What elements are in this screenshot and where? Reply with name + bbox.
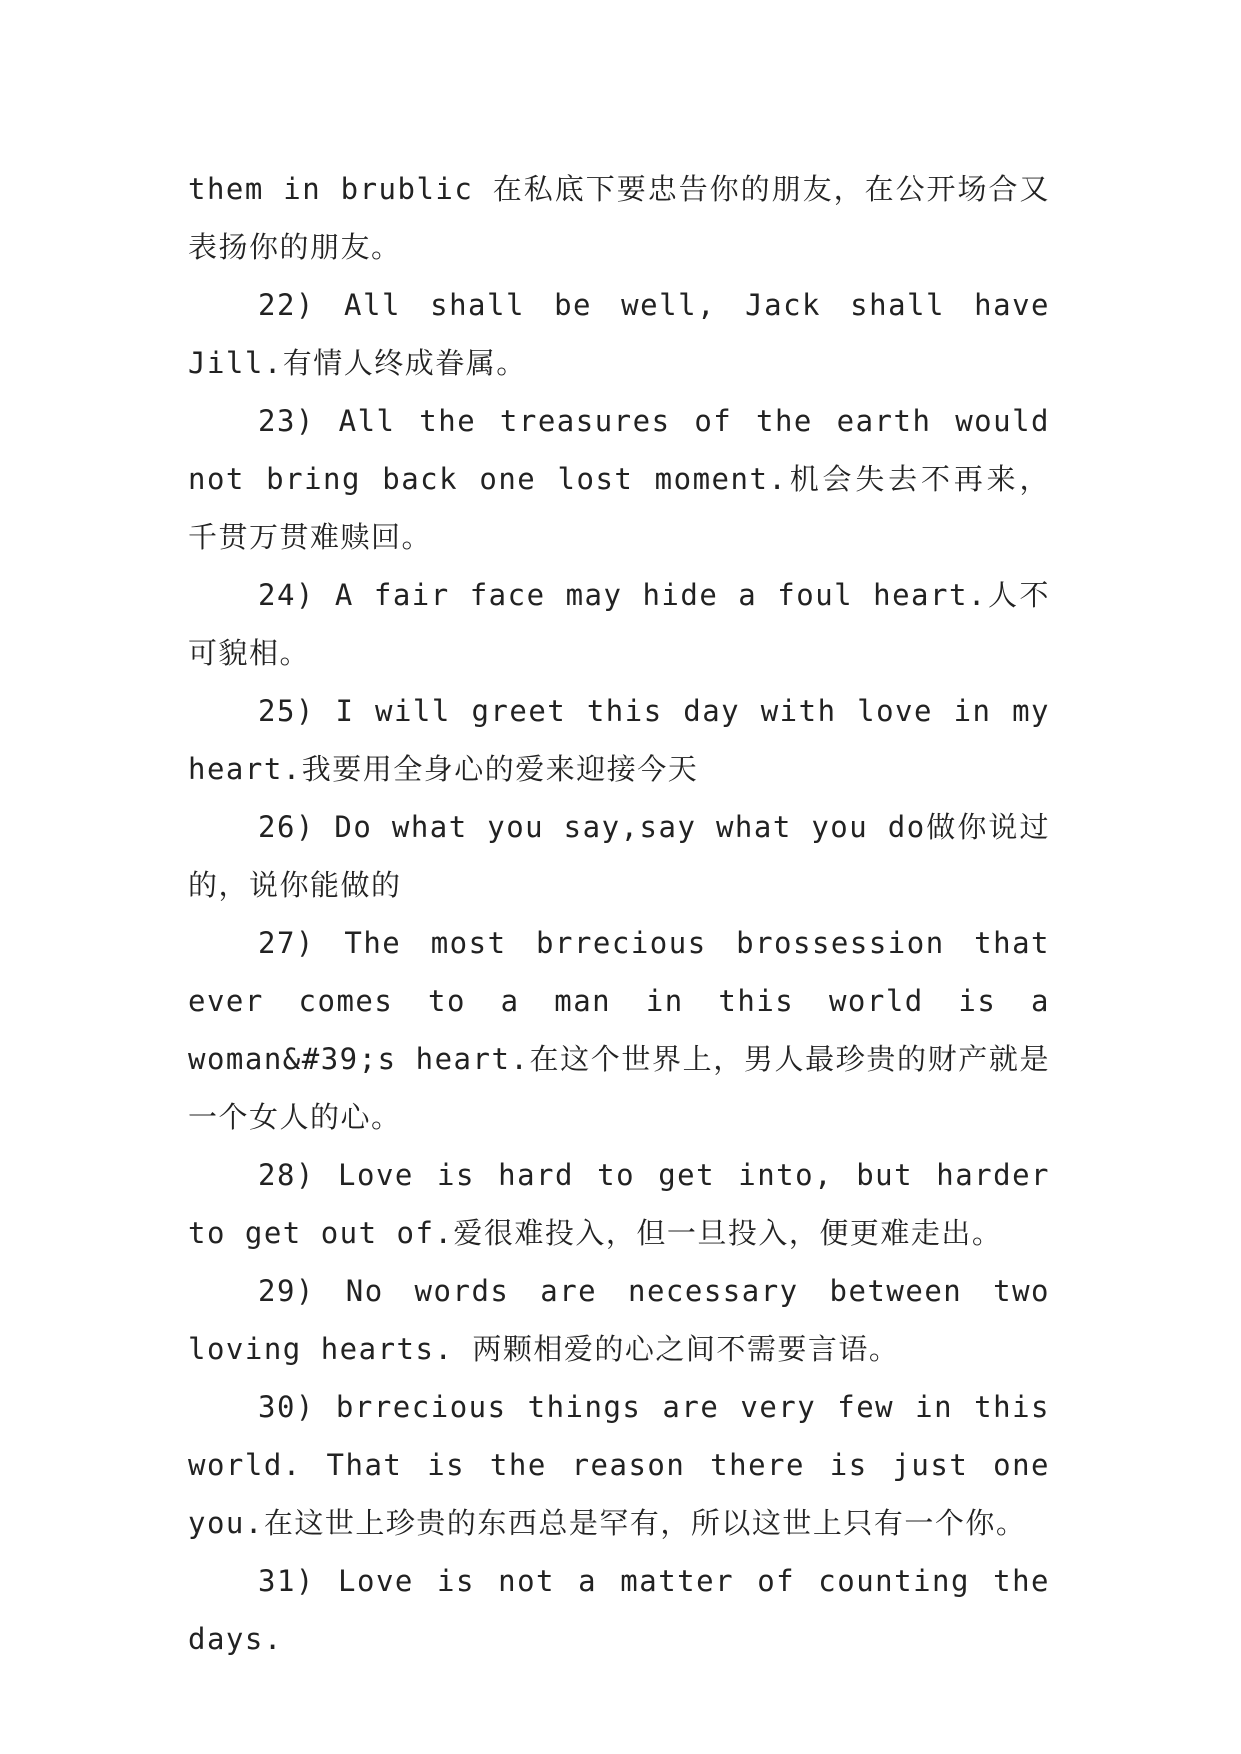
paragraph-28: 28) Love is hard to get into, but harder to get out of.爱很难投入，但一旦投入，便更难走出。 bbox=[188, 1158, 1050, 1250]
paragraph-31: 31) Love is not a matter of counting the days. bbox=[188, 1564, 1050, 1656]
paragraph-continuation: them in brublic 在私底下要忠告你的朋友，在公开场合又表扬你的朋友。 bbox=[188, 172, 1050, 264]
document-body bbox=[188, 160, 1050, 1668]
paragraph-29: 29) No words are necessary between two loving hearts. 两颗相爱的心之间不需要言语。 bbox=[188, 1274, 1050, 1366]
paragraph-24: 24) A fair face may hide a foul heart.人不可貌相。 bbox=[188, 578, 1050, 670]
paragraph-22: 22) All shall be well, Jack shall have Jill.有情人终成眷属。 bbox=[188, 288, 1050, 380]
paragraph-30: 30) brrecious things are very few in this world. That is the reason there is just one you.在这世上珍贵的东西总是罕有，所以这世上只有一个你。 bbox=[188, 1390, 1050, 1540]
paragraph-27: 27) The most brrecious brossession that ever comes to a man in this world is a woman&#39;s heart.在这个世界上，男人最珍贵的财产就是一个女人的心。 bbox=[188, 926, 1050, 1134]
paragraph-25: 25) I will greet this day with love in my heart.我要用全身心的爱来迎接今天 bbox=[188, 694, 1050, 786]
paragraph-26: 26) Do what you say,say what you do做你说过的，说你能做的 bbox=[188, 810, 1050, 902]
paragraph-23: 23) All the treasures of the earth would not bring back one lost moment.机会失去不再来，千贯万贯难赎回。 bbox=[188, 404, 1050, 554]
